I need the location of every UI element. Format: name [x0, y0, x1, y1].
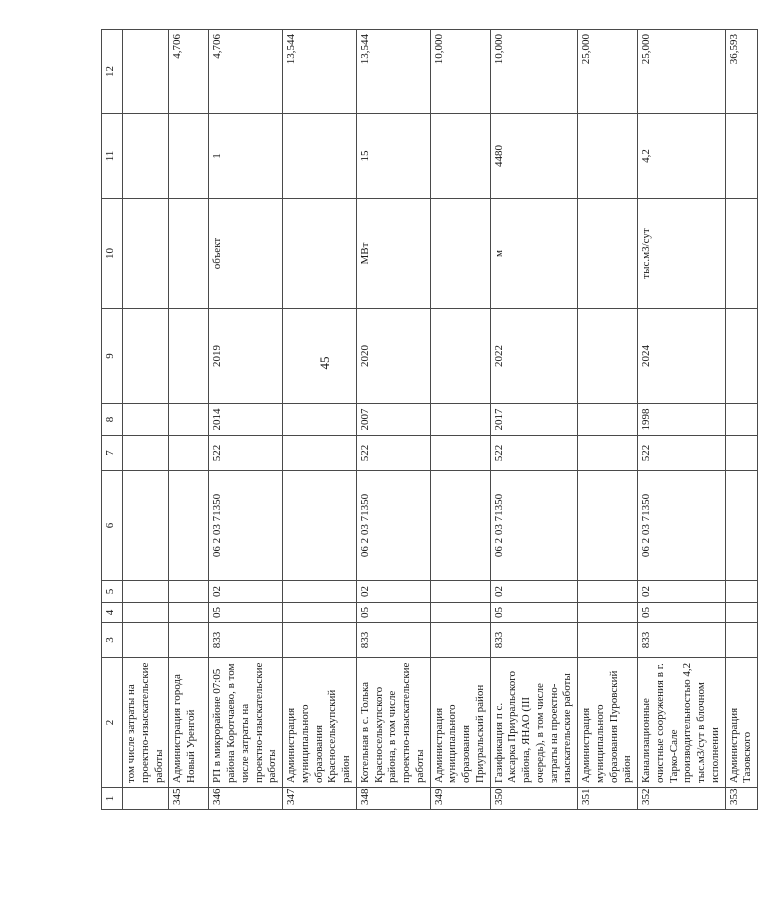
- table-cell-col-9: [430, 309, 490, 404]
- table-cell-col-5: 02: [490, 581, 578, 603]
- table-cell-col-12: 10,000: [490, 30, 578, 114]
- table-row: [578, 30, 638, 810]
- table-cell-col-9: 2020: [356, 309, 430, 404]
- table-cell-col-11: 4480: [490, 114, 578, 199]
- investment-table: [101, 29, 758, 810]
- table-cell-col-6: [430, 471, 490, 581]
- table-cell-col-7: [725, 436, 758, 471]
- table-cell-col-12: 13,544: [283, 30, 357, 114]
- table-cell-col-10: МВт: [356, 199, 430, 309]
- table-cell-col-2: Газификация п с. Аксарка Приуральского района, ЯНАО (III очередь), в том числе затраты на проектно-изыскательские работы: [490, 658, 578, 788]
- table-cell-col-7: 522: [356, 436, 430, 471]
- table-cell-col-6: [283, 471, 357, 581]
- table-row: [490, 30, 578, 810]
- table-row: [283, 30, 357, 810]
- column-header: 6: [102, 471, 123, 581]
- table-cell-col-5: [430, 581, 490, 603]
- table-cell-col-3: [430, 623, 490, 658]
- table-cell-col-4: [430, 603, 490, 623]
- table-cell-col-12: 10,000: [430, 30, 490, 114]
- table-cell-col-10: [578, 199, 638, 309]
- table-cell-col-2: Администрация города Новый Уренгой: [169, 658, 209, 788]
- table-cell-col-3: 833: [638, 623, 726, 658]
- table-cell-col-4: 05: [209, 603, 283, 623]
- column-header: 3: [102, 623, 123, 658]
- column-header: 1: [102, 788, 123, 810]
- table-cell-col-2: Администрация муниципального образования Пуровский район: [578, 658, 638, 788]
- table-cell-col-4: [169, 603, 209, 623]
- table-cell-col-6: [725, 471, 758, 581]
- table-cell-col-2: Администрация Тазовского: [725, 658, 758, 788]
- table-cell-col-3: [123, 623, 169, 658]
- table-cell-col-4: [123, 603, 169, 623]
- table-cell-col-11: 15: [356, 114, 430, 199]
- table-cell-col-10: м: [490, 199, 578, 309]
- table-cell-col-1: 348: [356, 788, 430, 810]
- table-cell-col-1: 352: [638, 788, 726, 810]
- table-cell-col-8: [283, 404, 357, 436]
- table-cell-col-1: 353: [725, 788, 758, 810]
- table-row: [638, 30, 726, 810]
- table-cell-col-8: [430, 404, 490, 436]
- table-cell-col-1: 345: [169, 788, 209, 810]
- table-cell-col-12: [123, 30, 169, 114]
- table-cell-col-10: [123, 199, 169, 309]
- table-row: [169, 30, 209, 810]
- table-row: [209, 30, 283, 810]
- table-cell-col-11: [578, 114, 638, 199]
- table-cell-col-7: [578, 436, 638, 471]
- header-row: [102, 30, 123, 810]
- table-cell-col-7: 522: [638, 436, 726, 471]
- table-cell-col-6: 06 2 03 71350: [490, 471, 578, 581]
- table-cell-col-5: [725, 581, 758, 603]
- table-cell-col-8: 2014: [209, 404, 283, 436]
- table-cell-col-2: том числе затраты на проектно-изыскательские работы: [123, 658, 169, 788]
- table-cell-col-12: 4,706: [169, 30, 209, 114]
- table-cell-col-7: 522: [209, 436, 283, 471]
- column-header: 8: [102, 404, 123, 436]
- table-cell-col-1: 347: [283, 788, 357, 810]
- table-row: [725, 30, 758, 810]
- table-cell-col-10: [430, 199, 490, 309]
- table-cell-col-7: [123, 436, 169, 471]
- table-cell-col-8: [578, 404, 638, 436]
- table-cell-col-1: 346: [209, 788, 283, 810]
- table-cell-col-9: [123, 309, 169, 404]
- table-cell-col-3: 833: [490, 623, 578, 658]
- table-cell-col-7: [283, 436, 357, 471]
- table-cell-col-12: 25,000: [578, 30, 638, 114]
- table-cell-col-12: 25,000: [638, 30, 726, 114]
- table-cell-col-3: [725, 623, 758, 658]
- table-cell-col-4: [283, 603, 357, 623]
- table-cell-col-10: объект: [209, 199, 283, 309]
- table-cell-col-5: [123, 581, 169, 603]
- table-row: [356, 30, 430, 810]
- table-row: [123, 30, 169, 810]
- table-cell-col-6: 06 2 03 71350: [638, 471, 726, 581]
- column-header: 9: [102, 309, 123, 404]
- table-cell-col-4: [578, 603, 638, 623]
- table-cell-col-8: [123, 404, 169, 436]
- table-cell-col-3: [169, 623, 209, 658]
- table-cell-col-9: 2022: [490, 309, 578, 404]
- table-cell-col-12: 36,593: [725, 30, 758, 114]
- table-cell-col-8: 2017: [490, 404, 578, 436]
- column-header: 10: [102, 199, 123, 309]
- table-cell-col-2: Котельная в с. Толька Красноселькупского района, в том числе проектно-изыскательские работы: [356, 658, 430, 788]
- table-cell-col-8: 2007: [356, 404, 430, 436]
- table-cell-col-11: [283, 114, 357, 199]
- column-header: 7: [102, 436, 123, 471]
- column-header: 12: [102, 30, 123, 114]
- table-row: [430, 30, 490, 810]
- table-cell-col-6: 06 2 03 71350: [356, 471, 430, 581]
- table-cell-col-11: [123, 114, 169, 199]
- table-cell-col-2: Администрация муниципального образования Приуральский район: [430, 658, 490, 788]
- table-cell-col-9: [578, 309, 638, 404]
- table-cell-col-3: [283, 623, 357, 658]
- table-cell-col-4: 05: [638, 603, 726, 623]
- table-cell-col-6: [169, 471, 209, 581]
- table-cell-col-8: [169, 404, 209, 436]
- table-cell-col-2: Администрация муниципального образования Красноселькупский район: [283, 658, 357, 788]
- table-cell-col-6: 06 2 03 71350: [209, 471, 283, 581]
- table-cell-col-2: Канализационные очистные сооружения в г. Тарко-Сале производительностью 4,2 тыс.м3/сут в блочном исполнении: [638, 658, 726, 788]
- column-header: 11: [102, 114, 123, 199]
- table-cell-col-1: 351: [578, 788, 638, 810]
- table-cell-col-3: 833: [209, 623, 283, 658]
- table-cell-col-9: 2024: [638, 309, 726, 404]
- table-cell-col-11: 1: [209, 114, 283, 199]
- table-cell-col-8: [725, 404, 758, 436]
- table-cell-col-11: 4,2: [638, 114, 726, 199]
- table-cell-col-6: [578, 471, 638, 581]
- table-cell-col-4: 05: [490, 603, 578, 623]
- column-header: 4: [102, 603, 123, 623]
- table-cell-col-12: 4,706: [209, 30, 283, 114]
- table-cell-col-5: 02: [209, 581, 283, 603]
- table-cell-col-2: РП в микрорайоне 07:05 района Коротчаево, в том числе затраты на проектно-изыскательские работы: [209, 658, 283, 788]
- table-cell-col-10: [169, 199, 209, 309]
- table-cell-col-7: [430, 436, 490, 471]
- table-cell-col-4: 05: [356, 603, 430, 623]
- table-cell-col-11: [430, 114, 490, 199]
- table-cell-col-9: 2019: [209, 309, 283, 404]
- table-cell-col-9: [283, 309, 357, 404]
- table-cell-col-3: [578, 623, 638, 658]
- table-cell-col-1: 349: [430, 788, 490, 810]
- table-cell-col-11: [725, 114, 758, 199]
- table-cell-col-5: 02: [356, 581, 430, 603]
- table-cell-col-10: [725, 199, 758, 309]
- table-cell-col-5: [578, 581, 638, 603]
- table-cell-col-9: [169, 309, 209, 404]
- column-header: 2: [102, 658, 123, 788]
- table-cell-col-11: [169, 114, 209, 199]
- table-cell-col-5: [169, 581, 209, 603]
- table-cell-col-9: [725, 309, 758, 404]
- column-header: 5: [102, 581, 123, 603]
- table-cell-col-5: 02: [638, 581, 726, 603]
- table-cell-col-7: 522: [490, 436, 578, 471]
- table-cell-col-5: [283, 581, 357, 603]
- table-cell-col-1: 350: [490, 788, 578, 810]
- table-cell-col-6: [123, 471, 169, 581]
- table-cell-col-10: тыс.м3/сут: [638, 199, 726, 309]
- table-cell-col-7: [169, 436, 209, 471]
- page-number: 45: [317, 356, 332, 370]
- table-cell-col-8: 1998: [638, 404, 726, 436]
- rotated-table-container: [101, 30, 754, 810]
- table-cell-col-1: [123, 788, 169, 810]
- table-cell-col-10: [283, 199, 357, 309]
- table-cell-col-3: 833: [356, 623, 430, 658]
- table-cell-col-4: [725, 603, 758, 623]
- table-cell-col-12: 13,544: [356, 30, 430, 114]
